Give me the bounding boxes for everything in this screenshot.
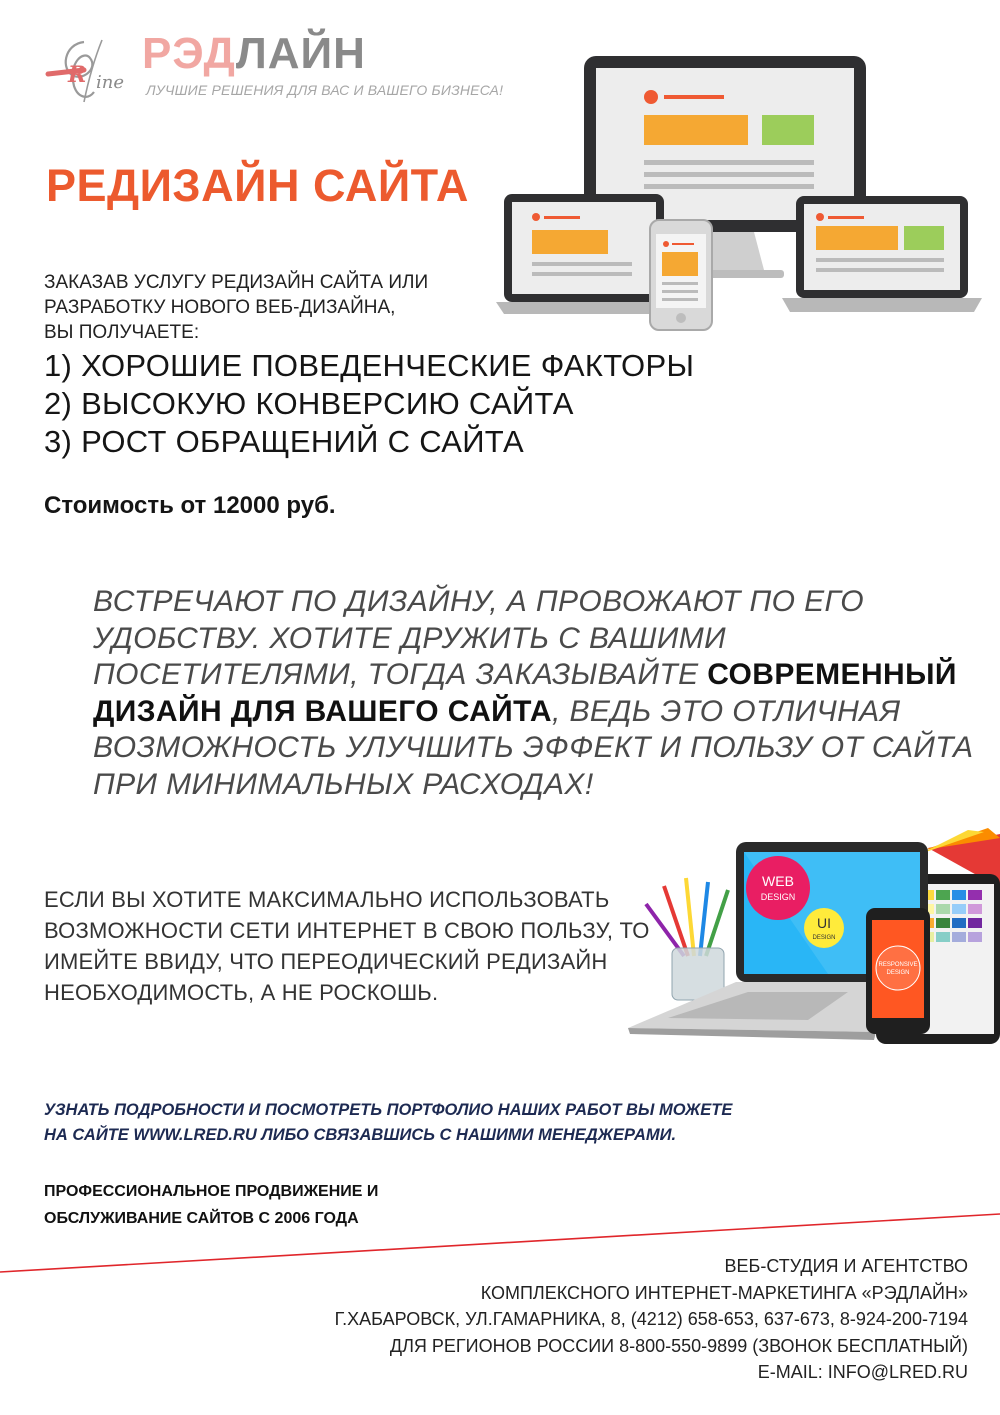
logo — [44, 29, 504, 110]
maxim-line: ИМЕЙТЕ ВВИДУ, ЧТО ПЕРЕОДИЧЕСКИЙ РЕДИЗАЙН — [44, 949, 608, 974]
web-design-badge — [746, 856, 810, 920]
brand-name-part1: РЭД — [142, 29, 236, 78]
logo-mark-icon — [44, 30, 144, 110]
intro-text — [44, 270, 428, 345]
page-title: РЕДИЗАЙН САЙТА — [46, 160, 469, 211]
maxim-line: НЕОБХОДИМОСТЬ, А НЕ РОСКОШЬ. — [44, 980, 439, 1005]
since-line: ПРОФЕССИОНАЛЬНОЕ ПРОДВИЖЕНИЕ И — [44, 1183, 379, 1200]
quote-highlight: ДИЗАЙН ДЛЯ ВАШЕГО САЙТА — [93, 694, 552, 728]
quote-line-text: ПОСЕТИТЕЛЯМИ, ТОГДА ЗАКАЗЫВАЙТЕ — [93, 658, 708, 691]
redesign-maxim — [44, 884, 650, 1008]
phone-icon — [650, 220, 712, 330]
brand-name — [142, 29, 366, 78]
responsive-badge-title: RESPONSIVE — [878, 962, 918, 968]
portfolio-note — [44, 1098, 732, 1148]
quote-line: ВОЗМОЖНОСТЬ УЛУЧШИТЬ ЭФФЕКТ И ПОЛЬЗУ ОТ САЙТА — [93, 731, 974, 764]
benefit-item: 3) РОСТ ОБРАЩЕНИЙ С САЙТА — [44, 424, 524, 459]
web-badge-subtitle: DESIGN — [760, 892, 796, 902]
price-text: Стоимость от 12000 руб. — [44, 492, 336, 519]
quote-line — [93, 657, 973, 694]
svg-text:ine: ine — [96, 72, 125, 93]
since-line: ОБСЛУЖИВАНИЕ САЙТОВ С 2006 ГОДА — [44, 1210, 359, 1227]
intro-line: РАЗРАБОТКУ НОВОГО ВЕБ-ДИЗАЙНА, — [44, 297, 396, 318]
footer-email: E-MAIL: INFO@LRED.RU — [757, 1362, 968, 1382]
maxim-line: ВОЗМОЖНОСТИ СЕТИ ИНТЕРНЕТ В СВОЮ ПОЛЬЗУ, ТО — [44, 918, 650, 943]
quote-highlight: СОВРЕМЕННЫЙ — [707, 658, 957, 691]
ui-badge-title: UI — [817, 915, 831, 931]
footer-line: Г.ХАБАРОВСК, УЛ.ГАМАРНИКА, 8, (4212) 658-653, 637-673, 8-924-200-7194 — [334, 1309, 968, 1329]
portfolio-line: НА САЙТЕ WWW.LRED.RU ЛИБО СВЯЗАВШИСЬ С НАШИМИ МЕНЕДЖЕРАМИ. — [44, 1126, 677, 1144]
design-quote — [93, 584, 973, 803]
quote-line: УДОБСТВУ. ХОТИТЕ ДРУЖИТЬ С ВАШИМИ — [93, 621, 726, 655]
smartphone-icon — [866, 908, 930, 1034]
ui-badge-subtitle: DESIGN — [812, 935, 836, 941]
quote-line — [93, 694, 973, 731]
pencil-cup-icon — [646, 878, 728, 1000]
benefit-item: 2) ВЫСОКУЮ КОНВЕРСИЮ САЙТА — [44, 386, 574, 421]
web-design-devices-illustration — [628, 828, 1000, 1046]
responsive-devices-illustration — [496, 50, 986, 340]
quote-line: ПРИ МИНИМАЛЬНЫХ РАСХОДАХ! — [93, 767, 594, 801]
footer-line: ДЛЯ РЕГИОНОВ РОССИИ 8-800-550-9899 (ЗВОНОК БЕСПЛАТНЫЙ) — [389, 1335, 968, 1356]
footer-line: ВЕБ-СТУДИЯ И АГЕНТСТВО — [724, 1256, 968, 1276]
intro-line: ЗАКАЗАВ УСЛУГУ РЕДИЗАЙН САЙТА ИЛИ — [44, 272, 429, 293]
ui-design-badge — [804, 908, 844, 948]
svg-text:R: R — [68, 62, 87, 88]
responsive-badge-subtitle: DESIGN — [886, 970, 910, 976]
brand-tagline: ЛУЧШИЕ РЕШЕНИЯ ДЛЯ ВАС И ВАШЕГО БИЗНЕСА! — [146, 82, 504, 98]
brand-name-part2: ЛАЙН — [235, 29, 366, 78]
portfolio-line: УЗНАТЬ ПОДРОБНОСТИ И ПОСМОТРЕТЬ ПОРТФОЛИО НАШИХ РАБОТ ВЫ МОЖЕТЕ — [44, 1101, 733, 1119]
footer-line: КОМПЛЕКСНОГО ИНТЕРНЕТ-МАРКЕТИНГА «РЭДЛАЙН» — [480, 1282, 968, 1303]
contact-footer — [335, 1253, 968, 1386]
laptop-right-icon — [782, 196, 982, 312]
quote-line-text: , ВЕДЬ ЭТО ОТЛИЧНАЯ — [552, 694, 901, 728]
benefit-item: 1) ХОРОШИЕ ПОВЕДЕНЧЕСКИЕ ФАКТОРЫ — [44, 348, 695, 383]
quote-line: ВСТРЕЧАЮТ ПО ДИЗАЙНУ, А ПРОВОЖАЮТ ПО ЕГО — [93, 585, 864, 618]
web-badge-title: WEB — [762, 873, 794, 889]
intro-line: ВЫ ПОЛУЧАЕТЕ: — [44, 322, 200, 343]
benefits-list — [44, 347, 694, 461]
laptop-left-icon — [496, 194, 672, 314]
maxim-line: ЕСЛИ ВЫ ХОТИТЕ МАКСИМАЛЬНО ИСПОЛЬЗОВАТЬ — [44, 887, 610, 912]
